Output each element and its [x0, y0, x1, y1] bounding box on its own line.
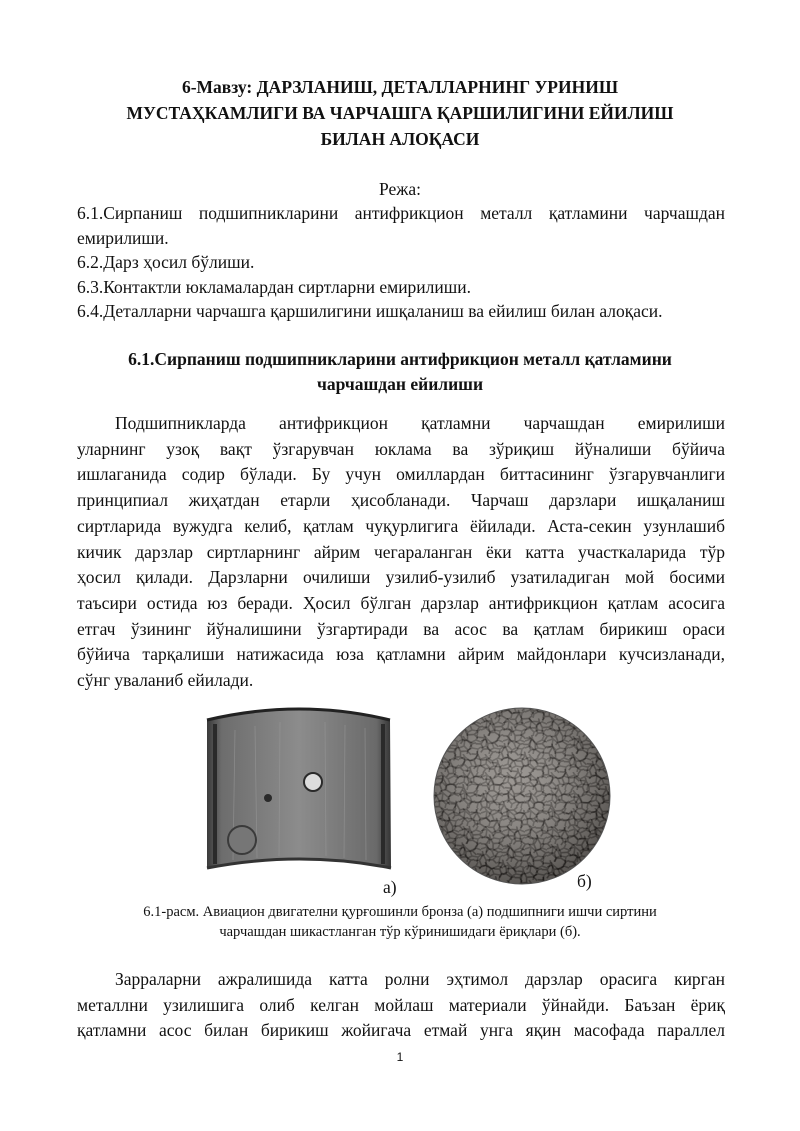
- paragraph-line: етгач ўзининг йўналишини ўзгартиради ва асос ва қатлам бирикиш ораси: [77, 618, 725, 639]
- paragraph-line: металлни узилишига олиб келган мойлаш материали ўйнайди. Баъзан ёриқ: [77, 994, 725, 1015]
- figure-caption: [100, 902, 700, 942]
- paragraph-line: кичик дарзлар сиртларнинг айрим чегараланган ёки катта участкаларида тўр: [77, 541, 725, 562]
- paragraph-line: Подшипникларда антифрикцион қатламни чарчашдан емирилиши: [115, 413, 725, 433]
- plan-item-4: 6.4.Деталларни чарчашга қаршилигини ишқаланиш ва ейилиш билан алоқаси.: [77, 301, 663, 321]
- topic-title-line-2: МУСТАҲКАМЛИГИ ВА ЧАРЧАШГА ҚАРШИЛИГИНИ ЕЙИЛИШ: [126, 103, 674, 123]
- plan-item-3: 6.3.Контактли юкламалардан сиртларни емирилиши.: [77, 276, 471, 297]
- paragraph-line: уларнинг узоқ вақт ўзгарувчан юклама ва зўриқиш йўналиши бўйича: [77, 438, 725, 459]
- paragraph-line: қатламни асос билан бирикиш жойигача етмай унга яқин масофада параллел: [77, 1020, 725, 1041]
- paragraph-line: ҳосил қилади. Дарзларни очилиши узилиб-узилиб узатиладиган мой босими: [77, 567, 725, 588]
- section-heading: [80, 347, 720, 397]
- figure-caption-line-1: 6.1-расм. Авиацион двигателни қурғошинли бронза (а) подшипниги ишчи сиртини: [143, 904, 657, 920]
- paragraph-line: таъсири остида юз беради. Ҳосил бўлган дарзлар антифрикцион қатлам асосига: [77, 592, 725, 613]
- paragraph-line: бўйича тарқалиши натижасида юза қатламни айрим майдонлари кучсизланади,: [77, 644, 725, 665]
- figure-label-b: б): [577, 871, 592, 891]
- paragraph-2: [77, 967, 725, 1044]
- plan-heading: Режа:: [379, 179, 421, 199]
- plan-item-2: 6.2.Дарз ҳосил бўлиши.: [77, 252, 255, 272]
- paragraph-line: ишлаганида содир бўлади. Бу учун омиллардан биттасининг ўзгарувчанлиги: [77, 464, 725, 485]
- section-heading-line-2: чарчашдан ейилиши: [316, 374, 484, 394]
- topic-title-line-1: 6-Мавзу: ДАРЗЛАНИШ, ДЕТАЛЛАРНИНГ УРИНИШ: [181, 77, 619, 97]
- paragraph-1: [77, 411, 725, 694]
- figure-caption-line-2: чарчашдан шикастланган тўр кўринишидаги ёриқлари (б).: [219, 924, 581, 940]
- bearing-shell-photo: [207, 709, 391, 868]
- topic-title: [80, 74, 720, 152]
- figure-label-a: а): [383, 877, 397, 897]
- plan-list: [77, 201, 725, 324]
- paragraph-line: Зарраларни ажралишида катта ролни эҳтимол дарзлар орасига кирган: [115, 969, 725, 989]
- topic-title-line-3: БИЛАН АЛОҚАСИ: [320, 129, 480, 149]
- paragraph-line: принципиал жиҳатдан етарли ҳисобланади. Чарчаш дарзлари ишқаланиш: [77, 490, 725, 511]
- figure-photos: [195, 700, 645, 900]
- page-number: 1: [396, 1050, 404, 1064]
- crack-network-photo: [401, 700, 642, 900]
- paragraph-line: сўнг уваланиб ейилади.: [77, 670, 254, 691]
- plan-item-1: 6.1.Сирпаниш подшипникларини антифрикцион металл қатламини чарчашдан емирилиши.: [77, 203, 725, 248]
- section-heading-line-1: 6.1.Сирпаниш подшипникларини антифрикцион металл қатламини: [128, 349, 672, 369]
- paragraph-line: сиртларида вужудга келиб, қатлам чуқурлигига ёйилади. Аста-секин узунлашиб: [77, 515, 725, 536]
